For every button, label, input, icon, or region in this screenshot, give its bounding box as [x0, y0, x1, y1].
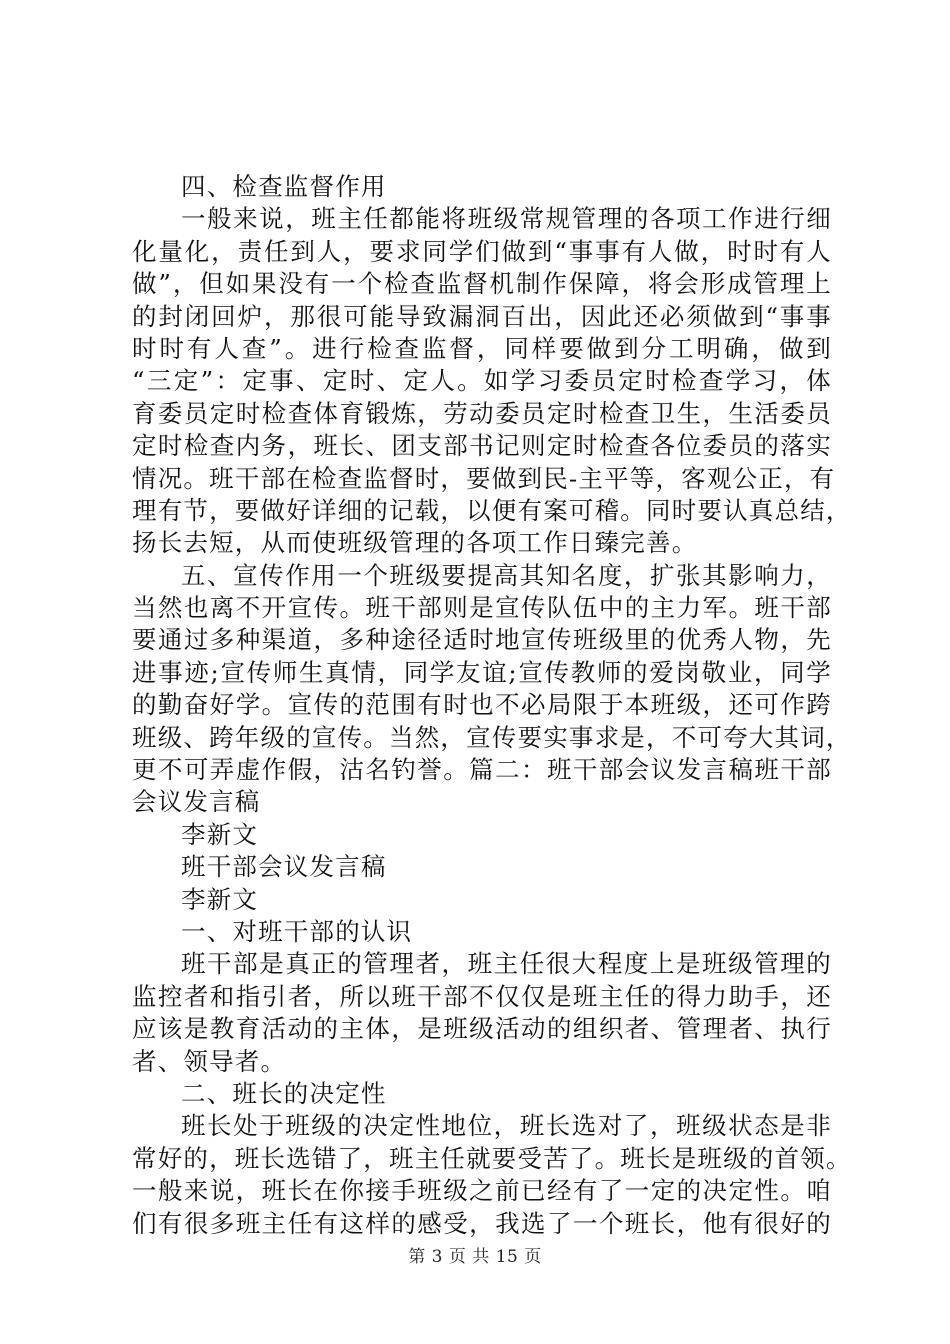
speech-title: 班干部会议发言稿: [181, 852, 387, 882]
paragraph-line: 会议发言稿: [132, 787, 261, 817]
paragraph-line: 要通过多种渠道，多种途径适时地宣传班级里的优秀人物，先: [132, 625, 832, 655]
paragraph-line: 做”，但如果没有一个检查监督机制作保障，将会形成管理上: [132, 269, 832, 299]
paragraph-line: 常好的，班长选错了，班主任就要受苦了。班长是班级的首领。: [132, 1143, 852, 1173]
page-footer: 第 3 页 共 15 页: [408, 1247, 542, 1267]
section-heading: 一、对班干部的认识: [181, 916, 413, 946]
paragraph-line: 们有很多班主任有这样的感受，我选了一个班长，他有很好的: [132, 1208, 832, 1238]
paragraph-line: 班干部是真正的管理者，班主任很大程度上是班级管理的: [181, 949, 832, 979]
author-name: 李新文: [181, 884, 259, 914]
paragraph-line: 的勤奋好学。宣传的范围有时也不必局限于本班级，还可作跨: [132, 690, 832, 720]
paragraph-line: 监控者和指引者，所以班干部不仅仅是班主任的得力助手，还: [132, 981, 832, 1011]
paragraph-line: 进事迹;宣传师生真情，同学友谊;宣传教师的爱岗敬业，同学: [132, 657, 832, 687]
paragraph-line: 五、宣传作用一个班级要提高其知名度，扩张其影响力，: [181, 560, 832, 590]
section-heading: 二、班长的决定性: [181, 1078, 387, 1108]
paragraph-line: 时时有人查”。进行检查监督，同样要做到分工明确，做到: [132, 333, 832, 363]
author-name: 李新文: [181, 819, 259, 849]
paragraph-line: 一般来说，班长在你接手班级之前已经有了一定的决定性。咱: [132, 1176, 832, 1206]
paragraph-line: 班长处于班级的决定性地位，班长选对了，班级状态是非: [181, 1111, 832, 1141]
paragraph-line: 更不可弄虚作假，沽名钓誉。篇二：班干部会议发言稿班干部: [132, 755, 832, 785]
document-body: [132, 171, 852, 1240]
paragraph-line: 班级、跨年级的宣传。当然，宣传要实事求是，不可夸大其词，: [132, 722, 852, 752]
paragraph-line: 情况。班干部在检查监督时，要做到民-主平等，客观公正，有: [132, 463, 836, 493]
paragraph-line: 化量化，责任到人，要求同学们做到“事事有人做，时时有人: [132, 236, 832, 266]
paragraph-line: 应该是教育活动的主体，是班级活动的组织者、管理者、执行: [132, 1014, 832, 1044]
paragraph-line: 当然也离不开宣传。班干部则是宣传队伍中的主力军。班干部: [132, 593, 832, 623]
paragraph-line: 的封闭回炉，那很可能导致漏洞百出，因此还必须做到“事事: [132, 301, 832, 331]
paragraph-line: 一般来说，班主任都能将班级常规管理的各项工作进行细: [181, 204, 832, 234]
paragraph-line: 理有节，要做好详细的记载，以便有案可稽。同时要认真总结，: [132, 495, 852, 525]
paragraph-line: “三定”：定事、定时、定人。如学习委员定时检查学习，体: [132, 366, 832, 396]
paragraph-line: 定时检查内务，班长、团支部书记则定时检查各位委员的落实: [132, 431, 832, 461]
section-heading: 四、检查监督作用: [181, 172, 387, 201]
paragraph-line: 扬长去短，从而使班级管理的各项工作日臻完善。: [132, 528, 698, 558]
paragraph-line: 育委员定时检查体育锻炼，劳动委员定时检查卫生，生活委员: [132, 398, 832, 428]
paragraph-line: 者、领导者。: [132, 1046, 287, 1076]
